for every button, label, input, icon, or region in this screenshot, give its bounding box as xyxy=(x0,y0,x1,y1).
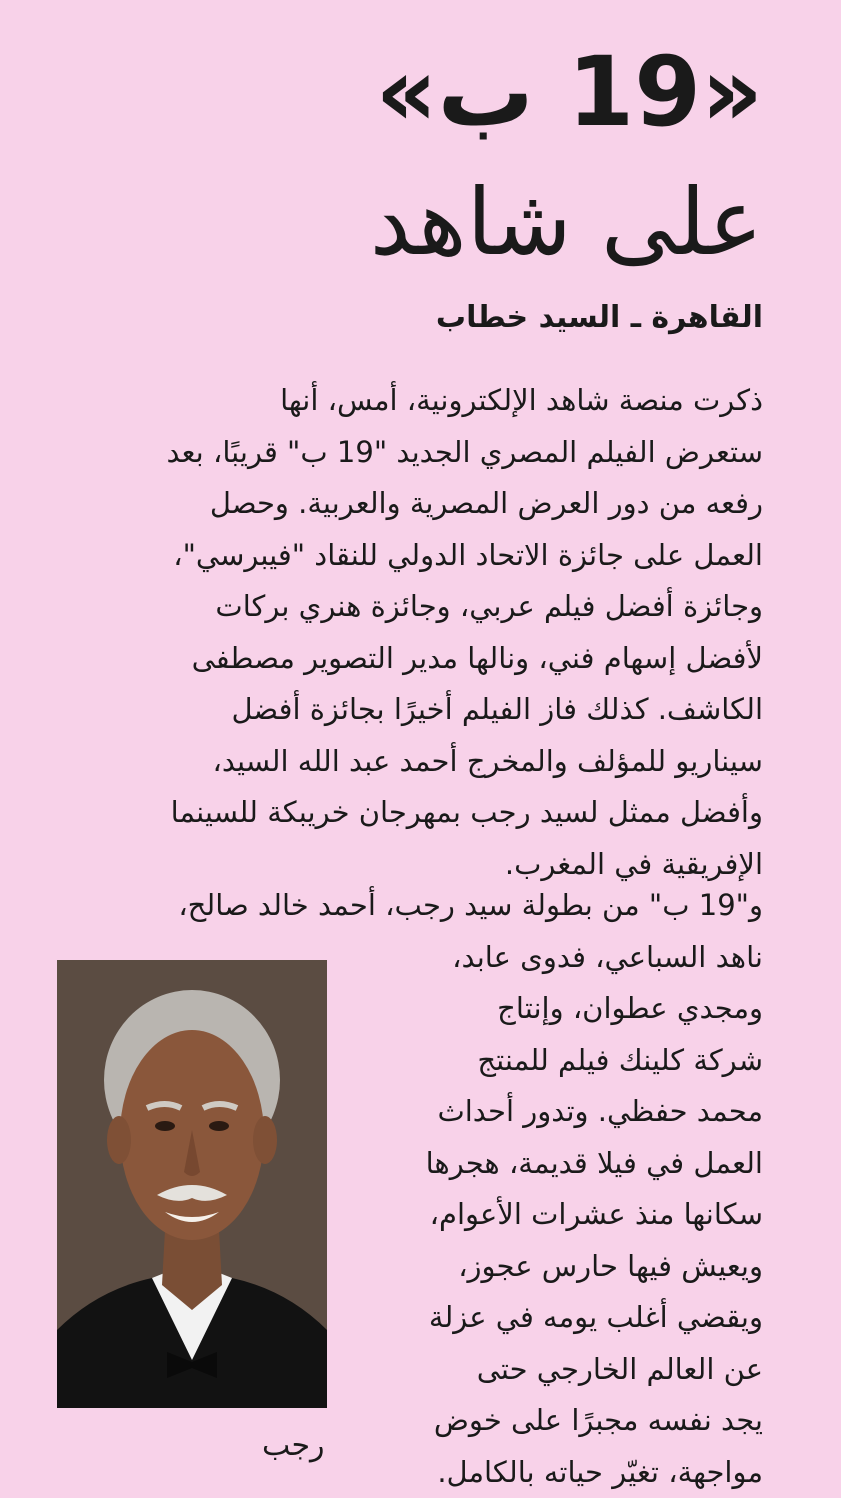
headline: «19 ب» xyxy=(375,40,763,146)
body-line: ذكرت منصة شاهد الإلكترونية، أمس، أنها xyxy=(73,375,763,427)
body-line: ويعيش فيها حارس عجوز، xyxy=(368,1241,763,1293)
body-line: ومجدي عطوان، وإنتاج xyxy=(368,983,763,1035)
byline: القاهرة ـ السيد خطاب xyxy=(436,300,763,336)
body-line: وجائزة أفضل فيلم عربي، وجائزة هنري بركات xyxy=(73,581,763,633)
portrait-photo xyxy=(57,960,327,1408)
body-line: رفعه من دور العرض المصرية والعربية. وحصل xyxy=(73,478,763,530)
body-line: محمد حفظي. وتدور أحداث xyxy=(368,1086,763,1138)
body-line: سيناريو للمؤلف والمخرج أحمد عبد الله السيد، xyxy=(73,736,763,788)
body-line: شركة كلينك فيلم للمنتج xyxy=(368,1035,763,1087)
body-line: وأفضل ممثل لسيد رجب بمهرجان خريبكة للسينما xyxy=(73,787,763,839)
body-line: ناهد السباعي، فدوى عابد، xyxy=(73,932,763,984)
body-line: سكانها منذ عشرات الأعوام، xyxy=(368,1189,763,1241)
article-body-paragraph-2-beside-photo xyxy=(368,983,763,1498)
body-line: العمل في فيلا قديمة، هجرها xyxy=(368,1138,763,1190)
body-line: و"19 ب" من بطولة سيد رجب، أحمد خالد صالح، xyxy=(73,880,763,932)
portrait-illustration xyxy=(57,960,327,1408)
body-line: العمل على جائزة الاتحاد الدولي للنقاد "فيبرسي"، xyxy=(73,530,763,582)
body-line: يجد نفسه مجبرًا على خوض xyxy=(368,1395,763,1447)
photo-caption: رجب xyxy=(262,1428,325,1463)
body-line: مواجهة، تغيّر حياته بالكامل. xyxy=(368,1447,763,1498)
subheadline: على شاهد xyxy=(370,172,763,273)
body-line: عن العالم الخارجي حتى xyxy=(368,1344,763,1396)
body-line: الإفريقية في المغرب. xyxy=(73,839,763,891)
body-line: ويقضي أغلب يومه في عزلة xyxy=(368,1292,763,1344)
body-line: ستعرض الفيلم المصري الجديد "19 ب" قريبًا، بعد xyxy=(73,427,763,479)
body-line: لأفضل إسهام فني، ونالها مدير التصوير مصطفى xyxy=(73,633,763,685)
article-body-paragraph-1 xyxy=(73,375,763,890)
body-line: الكاشف. كذلك فاز الفيلم أخيرًا بجائزة أفضل xyxy=(73,684,763,736)
